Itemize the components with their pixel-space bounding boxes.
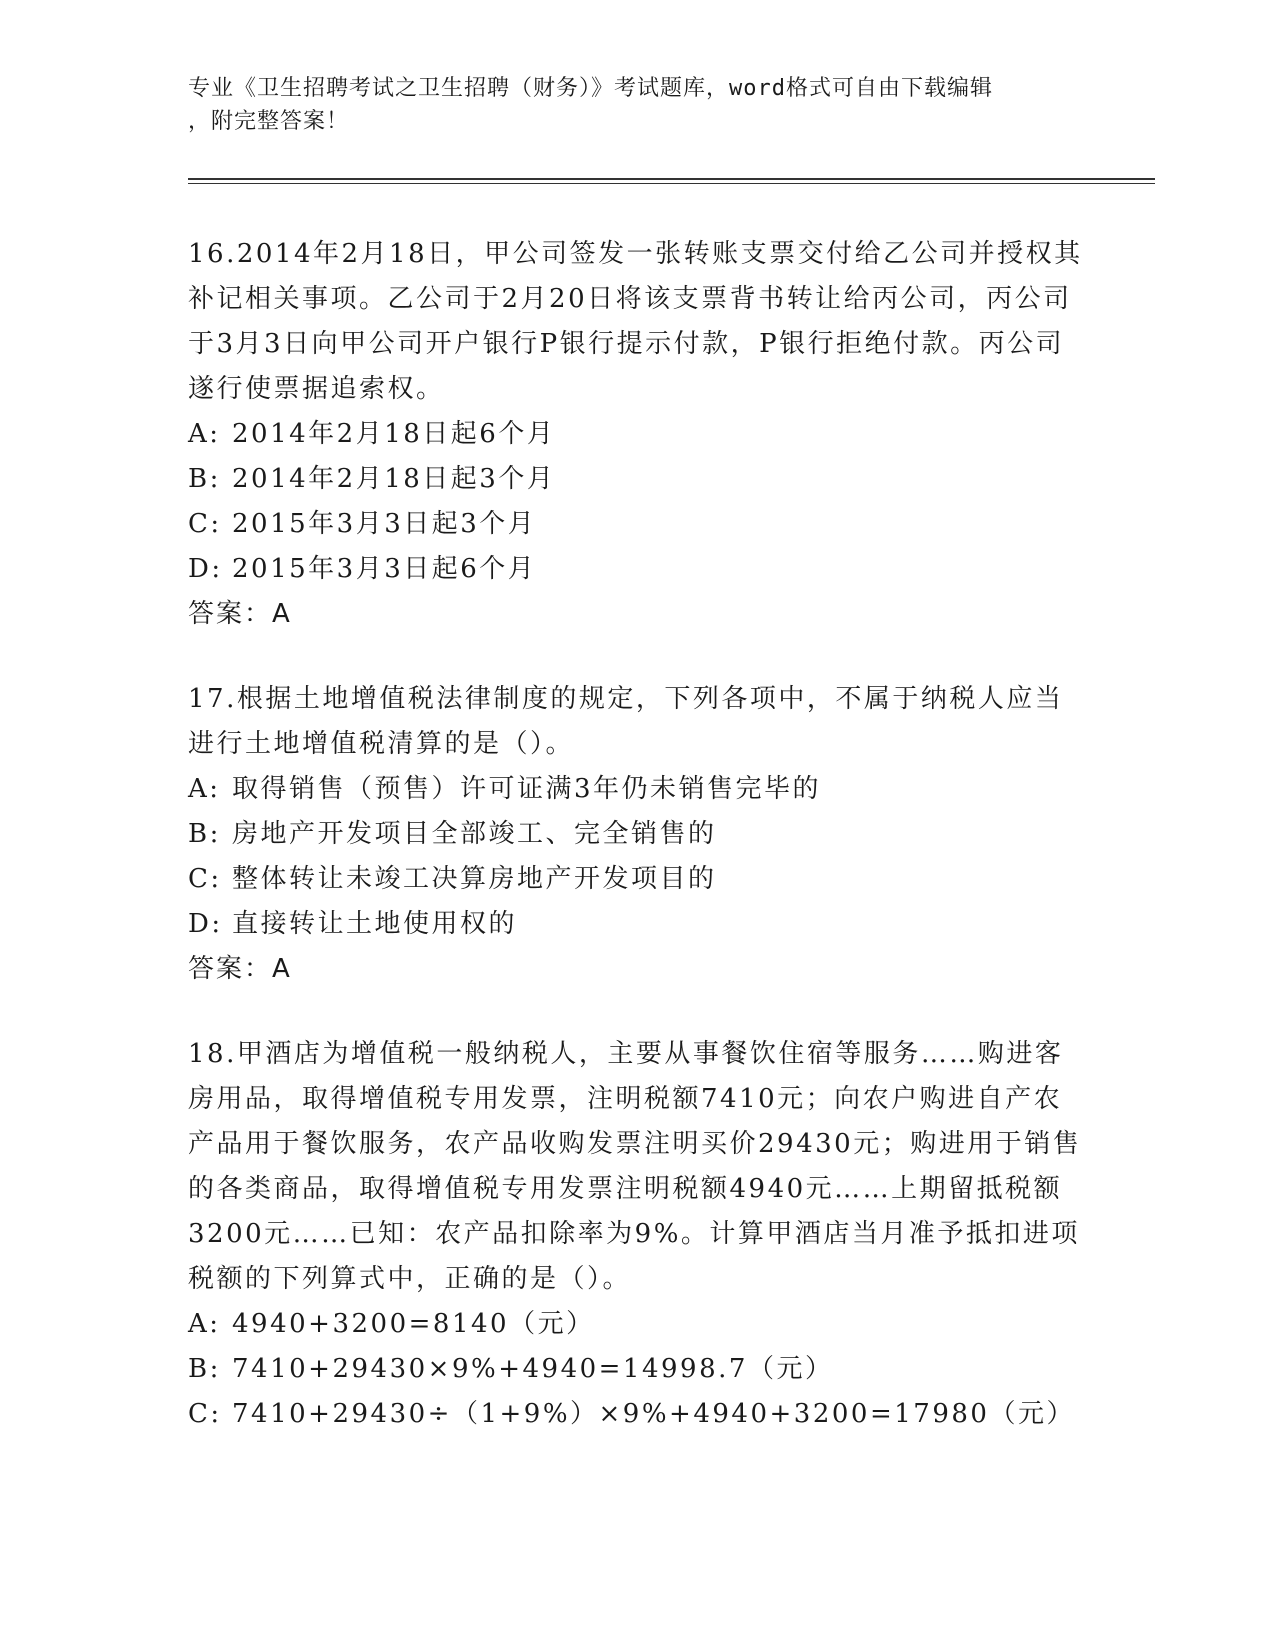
option-text: 2014年2月18日起3个月: [232, 464, 556, 494]
option-b: [188, 812, 1088, 857]
option-label: C:: [188, 1399, 222, 1429]
option-a: [188, 412, 1088, 457]
option-text: 直接转让土地使用权的: [232, 909, 518, 939]
question-text: 17.根据土地增值税法律制度的规定，下列各项中，不属于纳税人应当进行土地增值税清算的是（）。: [188, 684, 1064, 759]
header-line-2: ，附完整答案！: [188, 109, 350, 134]
option-text: 2014年2月18日起6个月: [232, 419, 556, 449]
question-18: [188, 1032, 1088, 1437]
option-label: B:: [188, 464, 221, 494]
header-divider: [188, 178, 1155, 180]
option-label: A:: [188, 419, 221, 449]
option-d: [188, 902, 1088, 947]
option-c: [188, 502, 1088, 547]
option-d: [188, 547, 1088, 592]
header-line-1: 专业《卫生招聘考试之卫生招聘（财务）》考试题库，word格式可自由下载编辑: [188, 76, 993, 101]
option-a: [188, 767, 1088, 812]
question-list: [188, 232, 1088, 1477]
option-label: D:: [188, 554, 223, 584]
question-text: 18.甲酒店为增值税一般纳税人，主要从事餐饮住宿等服务……购进客房用品，取得增值税专用发票，注明税额7410元；向农户购进自产农产品用于餐饮服务，农产品收购发票注明买价29430元；购进用于销售的各类商品，取得增值税专用发票注明税额4940元……上期留抵税额3200元……已知：农产品扣除率为9%。计算甲酒店当月准予抵扣进项税额的下列算式中，正确的是（）。: [188, 1039, 1082, 1294]
option-text: 房地产开发项目全部竣工、完全销售的: [232, 819, 717, 849]
document-header: [188, 72, 1088, 138]
option-text: 4940+3200=8140（元）: [232, 1309, 595, 1339]
answer-line: 答案：A: [188, 954, 292, 984]
option-text: 取得销售（预售）许可证满3年仍未销售完毕的: [232, 774, 822, 804]
option-text: 7410+29430×9%+4940=14998.7（元）: [232, 1354, 834, 1384]
option-c: [188, 857, 1088, 902]
question-text: 16.2014年2月18日，甲公司签发一张转账支票交付给乙公司并授权其补记相关事项。乙公司于2月20日将该支票背书转让给丙公司，丙公司于3月3日向甲公司开户银行P银行提示付款，P银行拒绝付款。丙公司遂行使票据追索权。: [188, 239, 1083, 404]
option-label: C:: [188, 864, 222, 894]
answer-line: 答案：A: [188, 599, 292, 629]
option-label: D:: [188, 909, 223, 939]
option-c: [188, 1392, 1088, 1437]
option-text: 2015年3月3日起6个月: [232, 554, 537, 584]
option-label: C:: [188, 509, 222, 539]
question-16: [188, 232, 1088, 637]
option-label: A:: [188, 1309, 221, 1339]
option-b: [188, 457, 1088, 502]
option-b: [188, 1347, 1088, 1392]
option-label: A:: [188, 774, 221, 804]
option-text: 2015年3月3日起3个月: [232, 509, 537, 539]
option-a: [188, 1302, 1088, 1347]
option-text: 整体转让未竣工决算房地产开发项目的: [232, 864, 717, 894]
question-17: [188, 677, 1088, 992]
header-divider-thin: [188, 183, 1155, 184]
option-text: 7410+29430÷（1+9%）×9%+4940+3200=17980（元）: [232, 1399, 1075, 1429]
option-label: B:: [188, 819, 221, 849]
option-label: B:: [188, 1354, 221, 1384]
